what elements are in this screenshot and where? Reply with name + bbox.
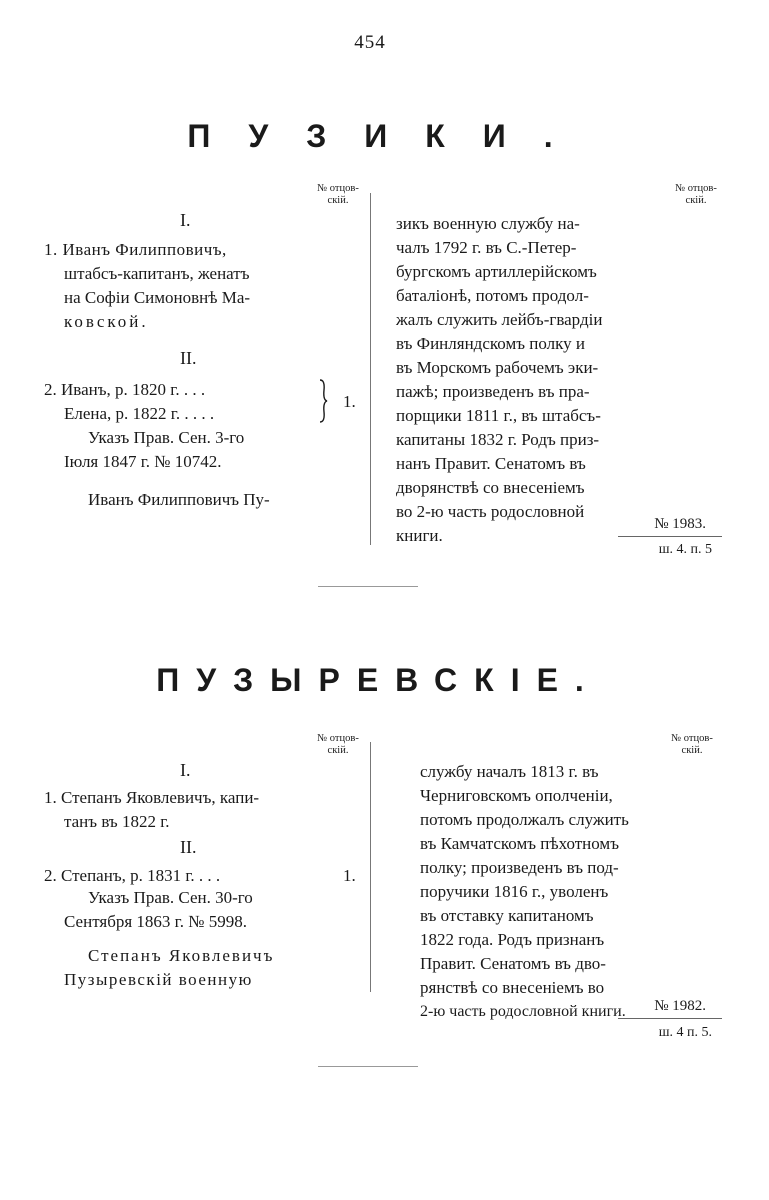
bio-line: капитаны 1832 г. Родъ приз- xyxy=(396,430,600,449)
bio-line: Степанъ Яковлевичъ xyxy=(88,946,275,965)
decree-line: Сентября 1863 г. № 5998. xyxy=(64,912,247,931)
biography-start: Иванъ Филипповичъ Пу- xyxy=(88,490,270,509)
bio-line: въ отставку капитаномъ xyxy=(420,906,594,925)
divider-line xyxy=(618,1018,722,1019)
biography-continuation xyxy=(396,212,702,548)
column-header-left: № отцов- скій. xyxy=(317,733,359,756)
bio-line: въ Финляндскомъ полку и xyxy=(396,334,585,353)
biography-start xyxy=(64,944,334,992)
section-separator xyxy=(318,586,418,587)
entry-line: ковской. xyxy=(64,312,149,331)
entry-line: 1. Иванъ Филипповичъ, xyxy=(44,240,227,259)
father-number: 1. xyxy=(343,866,356,885)
bio-line: книги. xyxy=(396,526,443,545)
section-title-puziki: ПУЗИКИ. xyxy=(187,118,591,154)
decree-line: Указъ Прав. Сен. 30-го xyxy=(88,888,253,907)
bio-line: порщики 1811 г., въ штабсъ- xyxy=(396,406,601,425)
decree xyxy=(64,886,324,934)
child-entry: 2. Степанъ, р. 1831 г. . . . xyxy=(44,866,221,885)
bio-line: пажѣ; произведенъ въ пра- xyxy=(396,382,590,401)
generation-heading: II. xyxy=(180,348,197,368)
bio-line: баталіонѣ, потомъ продол- xyxy=(396,286,589,305)
bio-line: рянствѣ со внесеніемъ во xyxy=(420,978,605,997)
column-header-right: № отцов- скій. xyxy=(671,733,713,756)
child-entry: Елена, р. 1822 г. . . . . xyxy=(64,404,215,423)
column-header-right: № отцов- скій. xyxy=(675,183,717,206)
bio-line: потомъ продолжалъ служить xyxy=(420,810,629,829)
bio-line: дворянствѣ со внесеніемъ xyxy=(396,478,585,497)
generation-heading: I. xyxy=(180,210,191,230)
entry-line: на Софіи Симоновнѣ Ма- xyxy=(64,288,251,307)
brace-icon xyxy=(318,378,328,426)
column-header-left: № отцов- скій. xyxy=(317,183,359,206)
generation-heading: II. xyxy=(180,837,197,857)
entry-line: штабсъ-капитанъ, женатъ xyxy=(64,264,250,283)
divider-line xyxy=(618,536,722,537)
column-divider xyxy=(370,742,371,992)
decree xyxy=(64,426,324,474)
bio-line: въ Морскомъ рабочемъ эки- xyxy=(396,358,599,377)
bio-line: во 2-ю часть родословной xyxy=(396,502,585,521)
children-list xyxy=(44,378,334,426)
child-entry: 2. Иванъ, р. 1820 г. . . . xyxy=(44,380,206,399)
decree-line: Іюля 1847 г. № 10742. xyxy=(64,452,222,471)
shelf-mark: ш. 4 п. 5. xyxy=(658,1025,712,1040)
bio-line: полку; произведенъ въ под- xyxy=(420,858,619,877)
record-number: № 1982. xyxy=(654,998,706,1014)
bio-line: поручики 1816 г., уволенъ xyxy=(420,882,609,901)
bio-line: жалъ служить лейбъ-гвардіи xyxy=(396,310,603,329)
bio-line: чалъ 1792 г. въ С.-Петер- xyxy=(396,238,577,257)
bio-line: Правит. Сенатомъ въ дво- xyxy=(420,954,606,973)
bio-line: Черниговскомъ ополченіи, xyxy=(420,786,613,805)
generation-heading: I. xyxy=(180,760,191,780)
bio-line: въ Камчатскомъ пѣхотномъ xyxy=(420,834,619,853)
entry-1 xyxy=(44,786,334,834)
decree-line: Указъ Прав. Сен. 3-го xyxy=(88,428,245,447)
biography-continuation xyxy=(420,760,720,1024)
bio-line: 1822 года. Родъ признанъ xyxy=(420,930,605,949)
father-number: 1. xyxy=(343,392,356,411)
section-separator xyxy=(318,1066,418,1067)
bio-line: Пузыревскій военную xyxy=(64,970,253,989)
column-divider xyxy=(370,193,371,545)
bio-line: нанъ Правит. Сенатомъ въ xyxy=(396,454,586,473)
page-number: 454 xyxy=(354,32,386,53)
entry-line: 1. Степанъ Яковлевичъ, капи- xyxy=(44,788,260,807)
bio-line: бургскомъ артиллерійскомъ xyxy=(396,262,597,281)
record-number: № 1983. xyxy=(654,516,706,532)
section-title-puzyrevskie: ПУЗЫРЕВСКІЕ. xyxy=(156,662,601,698)
entry-line: танъ въ 1822 г. xyxy=(64,812,170,831)
bio-line: службу началъ 1813 г. въ xyxy=(420,762,599,781)
bio-line: зикъ военную службу на- xyxy=(396,214,580,233)
entry-1 xyxy=(44,238,334,334)
shelf-mark: ш. 4. п. 5 xyxy=(658,542,712,557)
bio-line: 2-ю часть родословной книги. xyxy=(420,1003,626,1020)
